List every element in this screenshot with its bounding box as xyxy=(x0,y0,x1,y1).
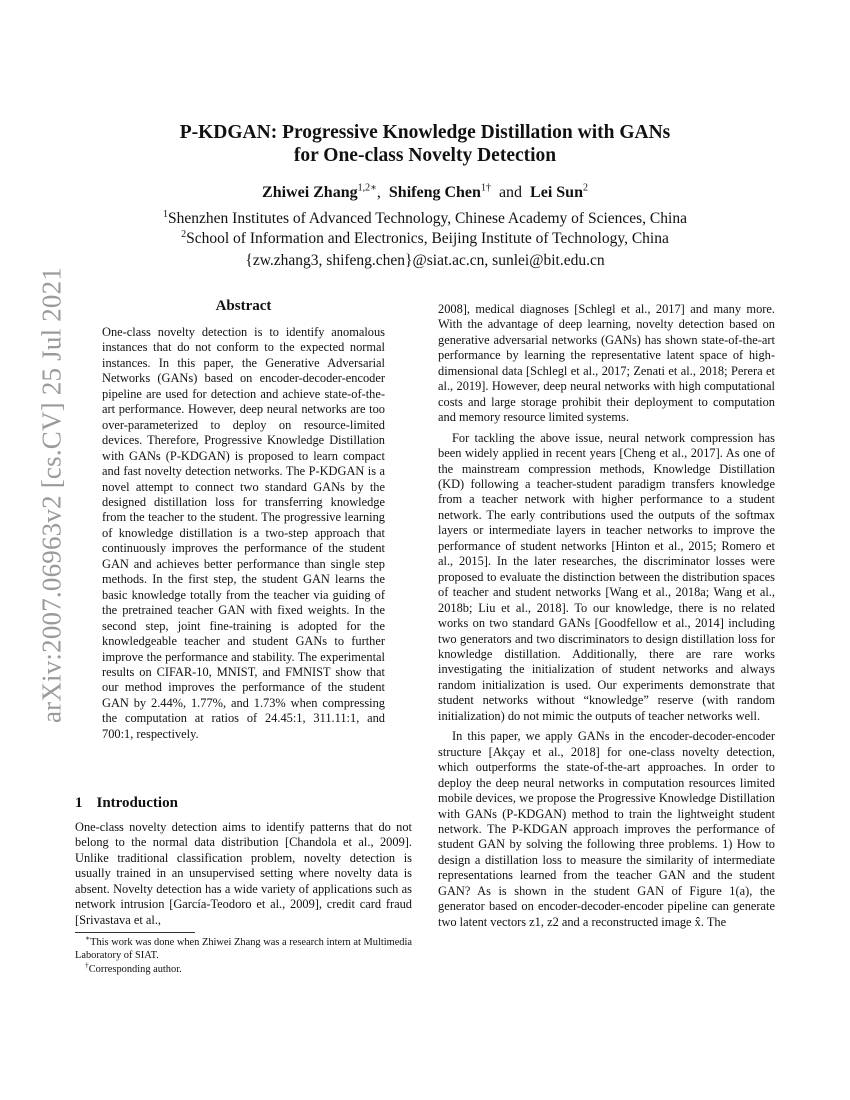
author-name: Shifeng Chen xyxy=(388,184,481,201)
body-paragraph: 2008], medical diagnoses [Schlegl et al., 2017] and many more. With the advantage of deep learning, novelty detection based on generative adversarial networks (GANs) has shown state-of-the-art performance by learning the representative latent space of high-dimensional data [Schlegl et al., 2017; Zenati et al., 2018; Perera et al., 2019]. However, deep neural networks with high computational costs and large storage prohibit their deployment to computation and memory resource limited systems. xyxy=(438,302,775,425)
author-affiliation-mark: 1† xyxy=(480,182,491,194)
affiliation-2 xyxy=(60,229,790,249)
affiliation-text: School of Information and Electronics, Beijing Institute of Technology, China xyxy=(186,230,669,247)
arxiv-identifier-text: arXiv:2007.06963v2 [cs.CV] 25 Jul 2021 xyxy=(36,266,67,724)
section-heading-introduction xyxy=(75,795,178,812)
footnote-1 xyxy=(75,933,412,963)
footnote-mark: ∗ xyxy=(85,933,91,943)
section-title: Introduction xyxy=(96,795,178,811)
footnote-2 xyxy=(75,960,412,976)
affiliation-mark: 1 xyxy=(163,208,169,220)
affiliation-mark: 2 xyxy=(181,228,187,240)
body-paragraph: In this paper, we apply GANs in the encoder-decoder-encoder structure [Akçay et al., 2018] for one-class novelty detection, which outperforms the state-of-the-art approaches. In order to deploy the deep neural networks in computation resources limited mobile devices, we propose the Progressive Knowledge Distillation with GANs (P-KDGAN) method to train the lightweight student network. The P-KDGAN approach improves the performance of student GAN by solving the following three problems. 1) How to design a distillation loss to measure the similarity of intermediate representations learned from the teacher GAN and the student GAN? As is shown in the student GAN of Figure 1(a), the generator based on encoder-decoder-encoder pipeline can generate two latent vectors z1, z2 and a reconstructed image x̂. The xyxy=(438,729,775,929)
section-number: 1 xyxy=(75,795,83,811)
abstract-heading: Abstract xyxy=(215,298,272,314)
body-paragraph: For tackling the above issue, neural network compression has been widely applied in recent years [Cheng et al., 2017]. As one of the mainstream compression methods, Knowledge Distillation (KD) following a teacher-student paradigm transfers knowledge from a teacher network with higher performance to a student network. The early contributions used the outputs of the softmax layers or intermediate layers in teacher networks to improve the performance of student networks [Hinton et al., 2015; Romero et al., 2015]. In the later researches, the discriminator losses were proposed to evaluate the distinction between the distribution spaces of teacher and student networks [Wang et al., 2018a; Wang et al., 2018b; Liu et al., 2018]. To our knowledge, there is no related works on two standard GANs [Goodfellow et al., 2014] including two generators and two discriminators to design distillation loss for knowledge distillation. Additionally, there are rare works investigating the initialization of student networks and always random initialization is used. Our experiments demonstrate that student networks without “knowledge” reserve (with random initialization) do not mimic the outputs of teacher networks well. xyxy=(438,430,775,723)
author-affiliation-mark: 2 xyxy=(582,182,588,194)
footnote-mark: † xyxy=(85,960,89,970)
author-list: Zhiwei Zhang$^{1,2∗}$, Shifeng Chen$^{1\dagger}$ and Lei Sun$^2$ xyxy=(262,182,588,201)
author-conjunction: and xyxy=(498,184,523,201)
footnote-text: Corresponding author. xyxy=(88,963,182,975)
abstract-body: One-class novelty detection is to identify anomalous instances that do not conform to the expected normal instances. In this paper, the Generative Adversarial Networks (GANs) based on encoder-decoder-encoder pipeline are used for detection and achieve state-of-the-art performance. However, deep neural networks are too over-parameterized to deploy on resource-limited devices. Therefore, Progressive Knowledge Distillation with GANs (P-KDGAN) is proposed to learn compact and fast novelty detection networks. The P-KDGAN is a novel attempt to connect two standard GANs by the designed distillation loss for transferring knowledge from the teacher to the student. The progressive learning of knowledge distillation is a two-step approach that continuously improves the performance of the student GAN and achieves better performance than single step methods. In the first step, the student GAN learns the basic knowledge totally from the teacher via guiding of the pretrained teacher GAN with fixed weights. In the second step, joint fine-training is adopted for the knowledgeable teacher and student GANs to further improve the performance and stability. The experimental results on CIFAR-10, MNIST, and FMNIST show that our method improves the performance of the student GAN by 2.44%, 1.77%, and 1.73% when compressing the computation at ratios of 24.45:1, 311.11:1, and 700:1, respectively. xyxy=(102,325,385,741)
arxiv-identifier-stamp xyxy=(36,266,68,724)
right-column xyxy=(438,302,775,930)
footnotes xyxy=(75,933,412,976)
affiliation-text: Shenzhen Institutes of Advanced Technology, Chinese Academy of Sciences, China xyxy=(168,210,687,227)
footnote-divider xyxy=(75,932,195,933)
footnote-text: This work was done when Zhiwei Zhang was a research intern at Multimedia Laboratory of SIAT. xyxy=(75,937,412,962)
author-emails: {zw.zhang3, shifeng.chen}@siat.ac.cn, sunlei@bit.edu.cn xyxy=(245,252,605,269)
author-name: Zhiwei Zhang xyxy=(262,184,358,201)
paper-title-line-1: P-KDGAN: Progressive Knowledge Distillation with GANs xyxy=(179,122,671,143)
paper-title-line-2: for One-class Novelty Detection xyxy=(293,145,557,166)
author-name: Lei Sun xyxy=(530,184,583,201)
introduction-paragraph: One-class novelty detection aims to identify patterns that do not belong to the normal data distribution [Chandola et al., 2009]. Unlike traditional classification problem, novelty detection is usually trained in an unsupervised setting where novelty data is absent. Novelty detection has a wide variety of applications such as network intrusion [García-Teodoro et al., 2009], credit card fraud [Srivastava et al., xyxy=(75,820,412,927)
affiliation-1 xyxy=(60,209,790,229)
author-affiliation-mark: 1,2∗ xyxy=(357,182,377,194)
